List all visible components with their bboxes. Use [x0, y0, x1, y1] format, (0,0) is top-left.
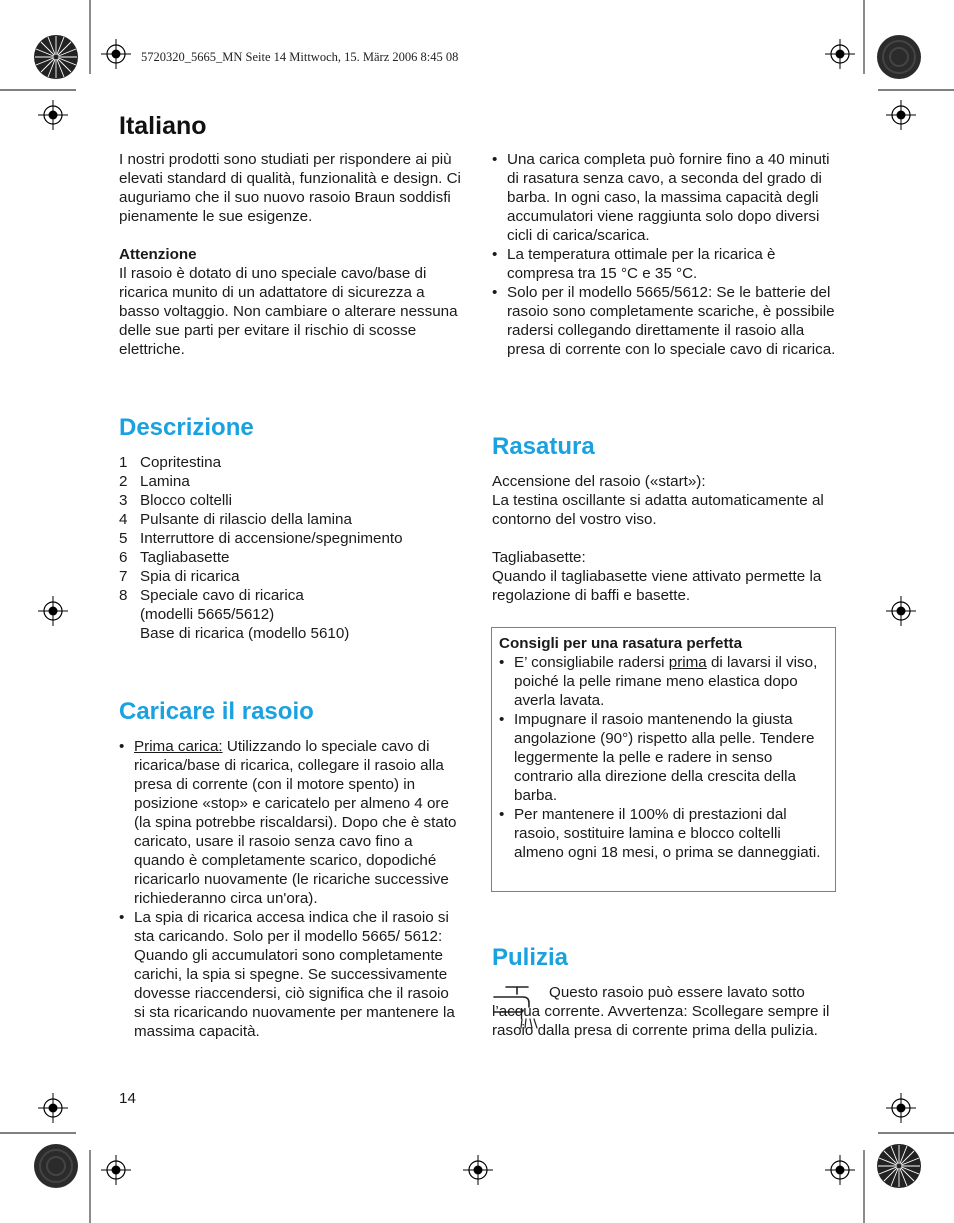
registration-mark-bottom-right [825, 1155, 855, 1185]
density-mark-bottom-left [33, 1143, 79, 1189]
list-item [492, 283, 837, 359]
item-number: 2 [119, 473, 128, 490]
list-item [119, 567, 464, 586]
registration-mark-top-left [101, 39, 131, 69]
description-heading: Descrizione [119, 414, 254, 441]
list-item [119, 737, 464, 908]
list-item [119, 548, 464, 567]
tip-text: Per mantenere il 100% di prestazioni dal rasoio, sostituire lamina e blocco coltelli almeno ogni 18 mesi, o prima se danneggiati. [514, 806, 821, 861]
registration-mark-bottom-left [101, 1155, 131, 1185]
item-line: Base di ricarica (modello 5610) [140, 625, 350, 642]
charging-heading: Caricare il rasoio [119, 698, 314, 725]
item-text: Pulsante di rilascio della lamina [140, 511, 352, 528]
starburst-mark-top-left [33, 34, 79, 80]
registration-mark-right-middle [886, 596, 916, 626]
parts-list [119, 453, 464, 643]
list-item [492, 150, 837, 245]
list-item [499, 710, 829, 805]
item-text: Lamina [140, 473, 190, 490]
item-text: Una carica completa può fornire fino a 40 minuti di rasatura senza cavo, a seconda del grado di barba. In ogni caso, la massima capacità degli accumulatori viene raggiunta solo dopo diversi cicli di carica/scarica. [507, 151, 830, 244]
page-title: Italiano [119, 112, 207, 140]
cleaning-text: Questo rasoio può essere lavato sotto l’acqua corrente. Avvertenza: Scollegare sempre il rasoio dalla presa di corrente prima della pulizia. [492, 984, 830, 1039]
registration-mark-right-upper [886, 100, 916, 130]
item-text: Blocco coltelli [140, 492, 233, 509]
tip-text: Impugnare il rasoio mantenendo la giusta angolazione (90°) rispetto alla pelle. Tendere leggermente la pelle e radere in senso contrario alla direzione della crescita della barba. [514, 711, 815, 804]
tips-heading: Consigli per una rasatura perfetta [499, 635, 743, 652]
item-text: Spia di ricarica [140, 568, 240, 585]
item-number: 4 [119, 511, 128, 528]
start-text: La testina oscillante si adatta automaticamente al contorno del vostro viso. [492, 492, 824, 528]
shaving-heading: Rasatura [492, 433, 595, 460]
item-text: Interruttore di accensione/spegnimento [140, 530, 403, 547]
intro-paragraph: I nostri prodotti sono studiati per rispondere ai più elevati standard di qualità, funzionalità e design. Ci auguriamo che il suo nuovo rasoio Braun soddisfi pienamente le sue esigenze. [119, 151, 461, 225]
list-item [119, 529, 464, 548]
trimmer-label: Tagliabasette: [492, 549, 586, 566]
attention-heading: Attenzione [119, 246, 197, 263]
list-item [119, 510, 464, 529]
trimmer-text: Quando il tagliabasette viene attivato permette la regolazione di baffi e basette. [492, 568, 822, 604]
attention-block [119, 245, 464, 359]
item-text [140, 586, 349, 643]
list-item [499, 653, 829, 710]
item-text: Solo per il modello 5665/5612: Se le batterie del rasoio sono completamente scariche, è possibile radersi collegando direttamente il rasoio alla presa di corrente con lo speciale cavo di ricarica. [507, 284, 836, 358]
tips-box [491, 627, 836, 892]
list-item [492, 245, 837, 283]
item-text: Copritestina [140, 454, 222, 471]
list-item [119, 586, 464, 643]
first-charge-label: Prima carica: [134, 738, 223, 755]
registration-mark-left-middle [38, 596, 68, 626]
battery-info-list [492, 150, 837, 359]
tip-text: E’ consigliabile radersi [514, 654, 669, 671]
item-number: 5 [119, 530, 128, 547]
item-number: 1 [119, 454, 128, 471]
attention-text: Il rasoio è dotato di uno speciale cavo/base di ricarica munito di un adattatore di sicurezza a basso voltaggio. Non cambiare o alterare nessuna delle sue parti per evitare il rischio di scosse elettriche. [119, 265, 458, 358]
item-text: La temperatura ottimale per la ricarica è compresa tra 15 °C e 35 °C. [507, 246, 776, 282]
item-number: 6 [119, 549, 128, 566]
registration-mark-bottom-center [463, 1155, 493, 1185]
list-item [119, 453, 464, 472]
registration-mark-left-lower [38, 1093, 68, 1123]
first-charge-text: Utilizzando lo speciale cavo di ricarica/base di ricarica, collegare il rasoio alla presa di corrente (con il motore spento) in posizione «stop» e caricatelo per almeno 4 ore (la spina potrebbe riscaldarsi). Dopo che è stato caricato, usare il rasoio senza cavo fino a quando è completamente scarico, dopodiché ricaricarlo nuovamente (le ricariche successive richiederanno circa un'ora). [134, 738, 457, 907]
print-slug: 5720320_5665_MN Seite 14 Mittwoch, 15. März 2006 8:45 08 [141, 50, 459, 64]
registration-mark-left-upper [38, 100, 68, 130]
charge-light-text: La spia di ricarica accesa indica che il rasoio si sta caricando. Solo per il modello 5665/ 5612: Quando gli accumulatori sono completamente carichi, la spia si spegne. Se successivamente dovesse riaccendersi, ciò significa che il rasoio si sta ricaricando nuovamente per mantenere la massima capacità. [134, 909, 455, 1040]
item-number: 7 [119, 568, 128, 585]
starburst-mark-bottom-right [876, 1143, 922, 1189]
item-text: Tagliabasette [140, 549, 230, 566]
registration-mark-top-right [825, 39, 855, 69]
tips-list [499, 653, 829, 862]
registration-mark-right-lower [886, 1093, 916, 1123]
shaving-block [492, 472, 837, 605]
list-item [119, 908, 464, 1041]
list-item [119, 472, 464, 491]
charging-list [119, 737, 464, 1041]
item-number: 3 [119, 492, 128, 509]
item-number: 8 [119, 587, 128, 604]
list-item [119, 491, 464, 510]
tip-text: di lavarsi il viso, poiché la pelle rimane meno elastica dopo averla lavata. [514, 654, 818, 709]
item-line: Speciale cavo di ricarica [140, 587, 304, 604]
cleaning-heading: Pulizia [492, 944, 569, 971]
page-number: 14 [119, 1090, 136, 1107]
tip-emphasis: prima [668, 654, 707, 671]
list-item [499, 805, 829, 862]
item-line: (modelli 5665/5612) [140, 606, 275, 623]
density-mark-top-right [876, 34, 922, 80]
start-label: Accensione del rasoio («start»): [492, 473, 706, 490]
